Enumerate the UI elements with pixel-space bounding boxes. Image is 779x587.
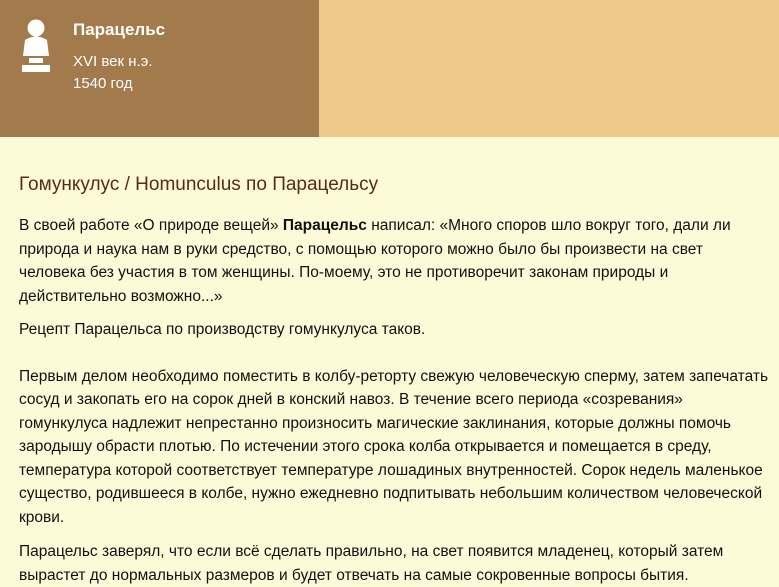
author-year: 1540 год <box>73 75 133 92</box>
paragraph-recipe-intro: Рецепт Парацельса по производству гомункулуса таков. <box>19 321 426 338</box>
author-era: XVI век н.э. <box>73 53 153 70</box>
article <box>19 137 771 587</box>
intro-text-start: В своей работе «О природе вещей» <box>19 217 283 234</box>
header <box>0 0 779 137</box>
paragraph-conclusion: Парацельс заверял, что если всё сделать правильно, на свет появится младенец, который затем вырастет до нормальных размеров и будет отвечать на самые сокровенные вопросы бытия. <box>19 543 724 584</box>
author-panel[interactable] <box>0 0 319 137</box>
paragraph-recipe: Первым делом необходимо поместить в колбу-реторту свежую человеческую сперму, затем запечатать сосуд и закопать его на сорок дней в конский навоз. В течение всего периода «созревания» гомункулуса надлежит непрестанно произносить магические заклинания, которые должны помочь зародышу обрасти плотью. По истечении этого срока колба открывается и помещается в среду, температура которой соответствует температуре лошадиных внутренностей. Сорок недель маленькое существо, родившееся в колбе, нужно ежедневно подпитывать небольшим количеством человеческой крови. <box>19 367 769 526</box>
intro-text-end: написал: «Много споров шло вокруг того, дали ли природа и наука нам в руки средство, с помощью которого можно было бы произвести на свет человека без участия в том женщины. По-моему, это не противоречит законам природы и действительно возможно...» <box>19 217 731 305</box>
author-name[interactable]: Парацельс <box>73 20 166 39</box>
article-title: Гомункулус / Homunculus по Парацельсу <box>19 174 379 195</box>
paragraph-intro <box>19 214 771 308</box>
bust-icon <box>18 18 54 74</box>
author-mention: Парацельс <box>282 217 367 234</box>
